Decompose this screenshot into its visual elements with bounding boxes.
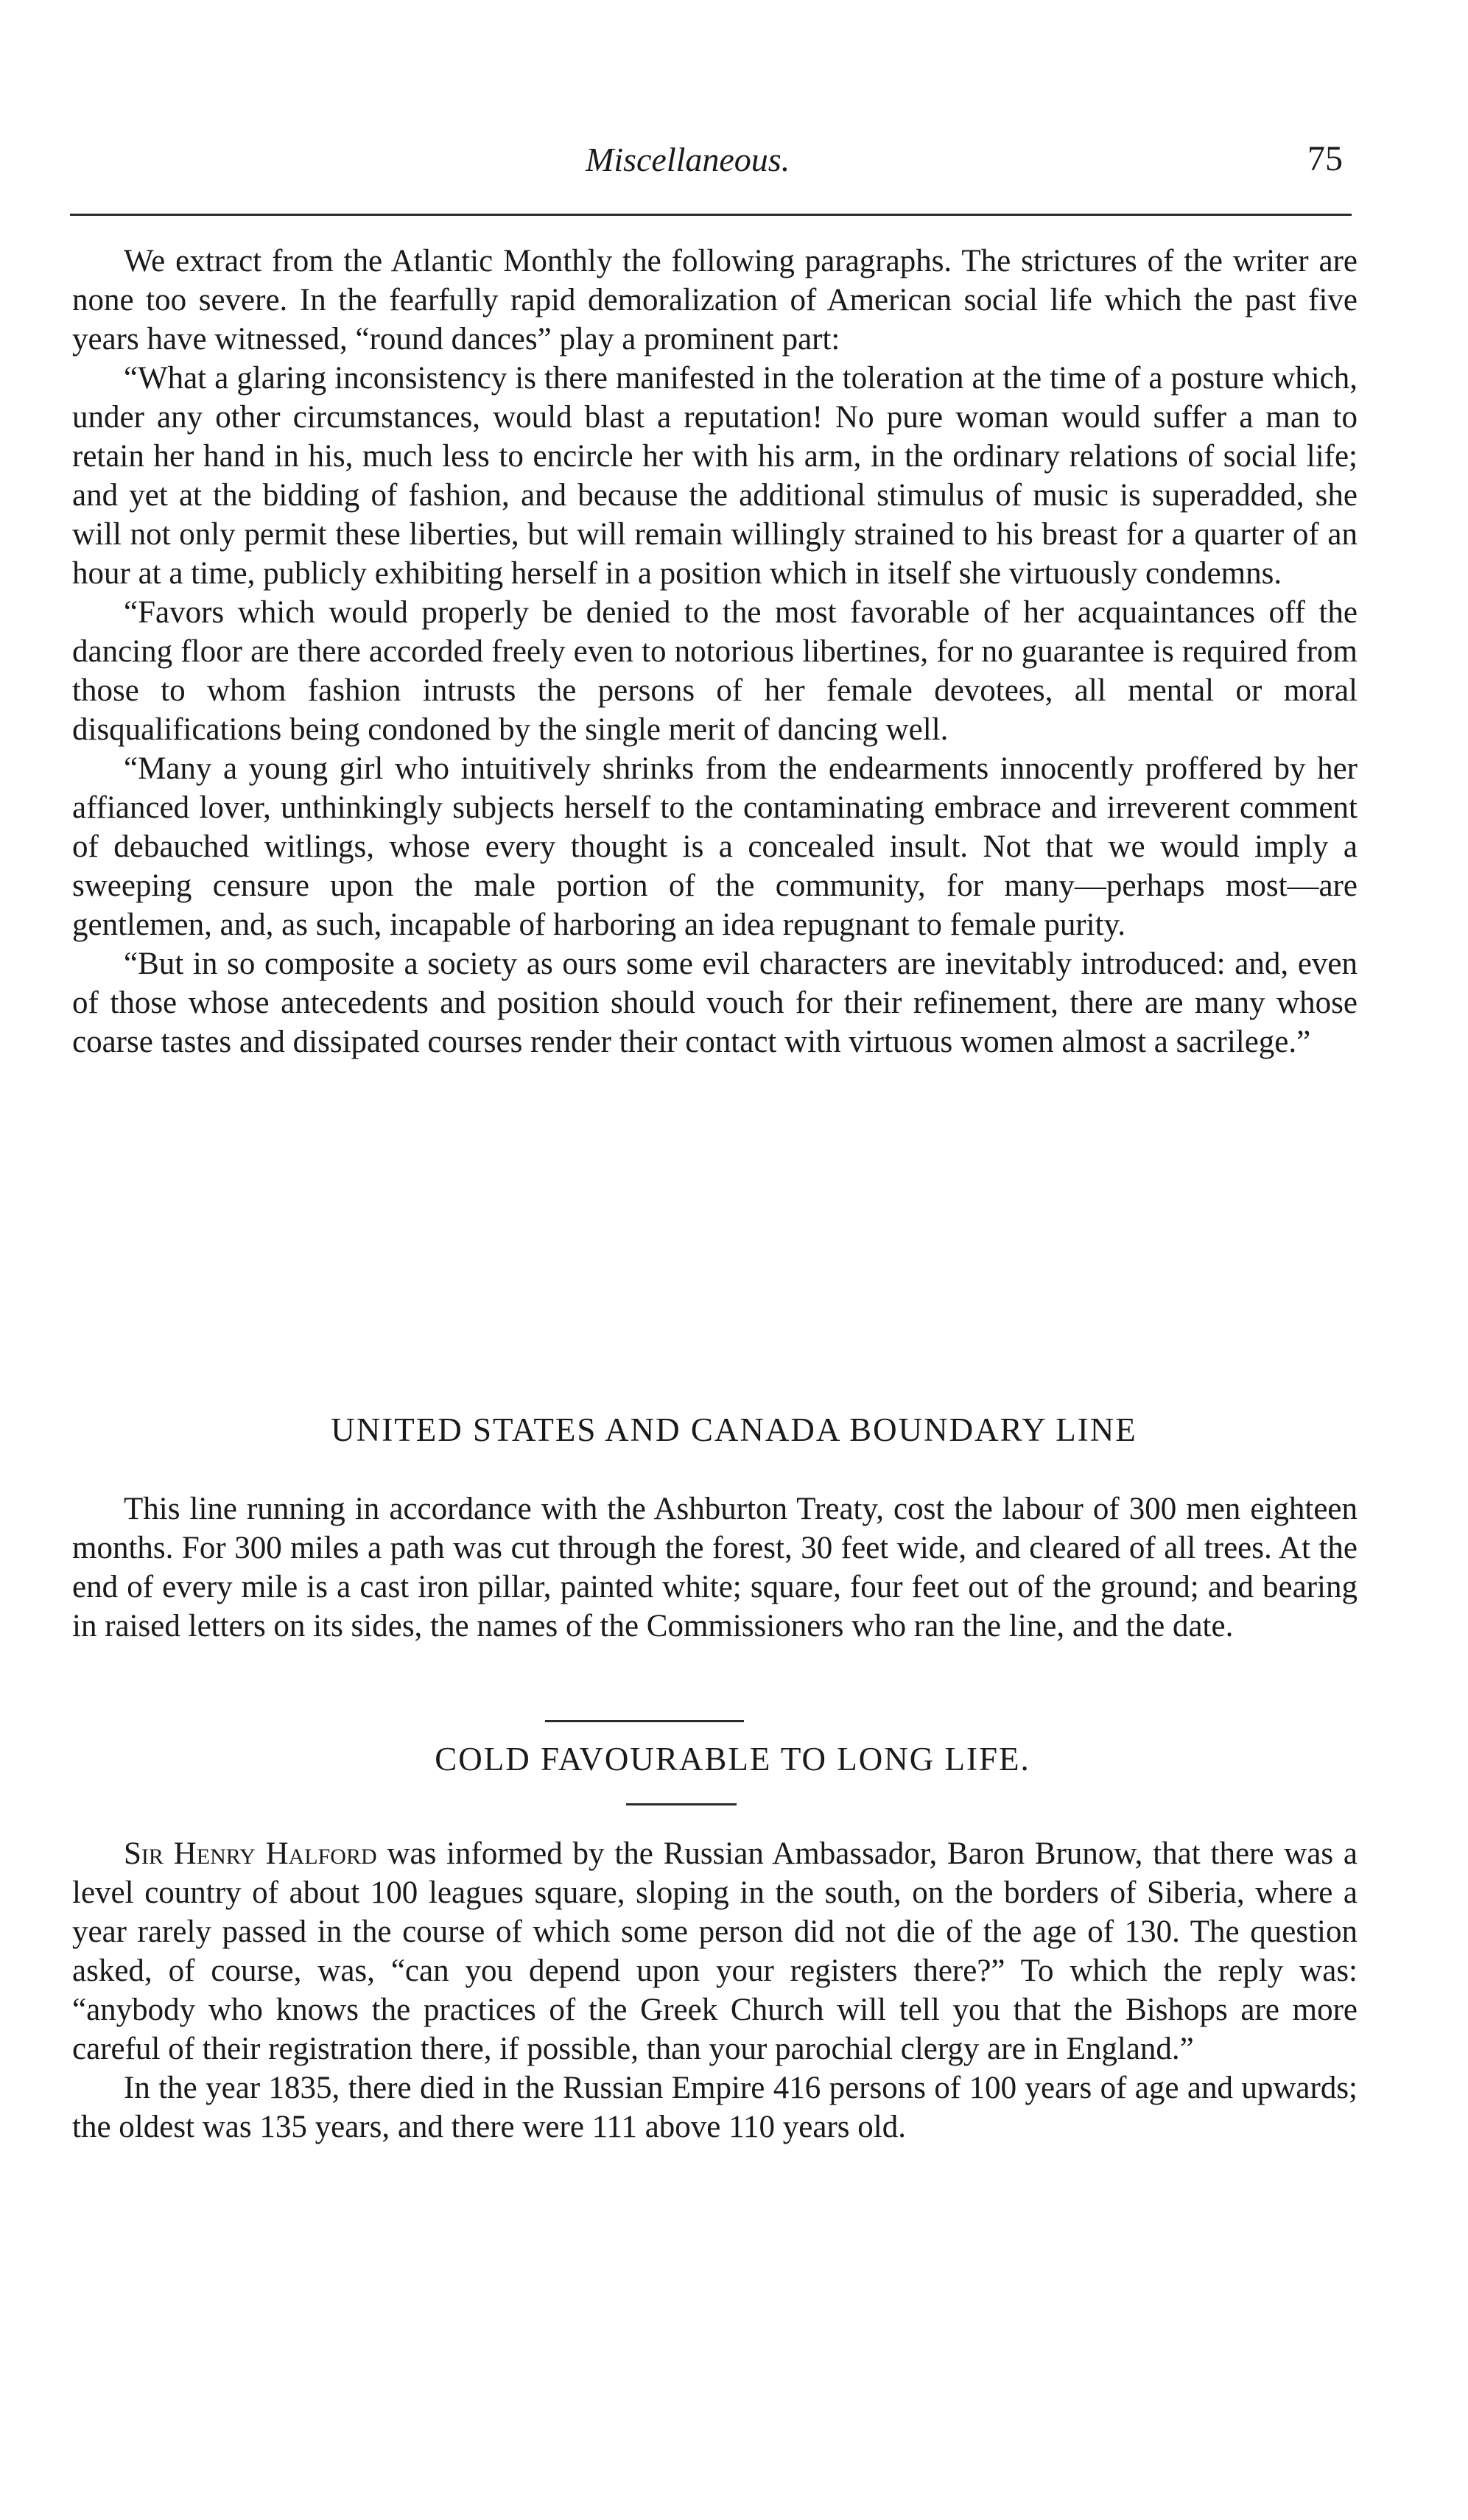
quoted-paragraph: “Many a young girl who intuitively shrinks from the endearments innocently proffered by her affianced lover, unthinkingly subjects herself to the contaminating embrace and irreverent comment of debauched witlings, whose every thought is a concealed insult. Not that we would imply a sweeping censure upon the male portion of the community, for many—perhaps most—are gentlemen, and, as such, incapable of harboring an idea repugnant to female purity. — [72, 751, 1358, 942]
header-rule — [70, 214, 1352, 216]
paragraph-text: was informed by the Russian Ambassador, Baron Brunow, that there was a level country of about 100 leagues square, sloping in the south, on the borders of Siberia, where a year rarely passed in the course of which some person did not die of the age of 130. The question asked, of course, was, “can you depend upon your registers there?” To which the reply was: “anybody who knows the practices of the Greek Church will tell you that the Bishops are more careful of their registration there, if possible, than your parochial clergy are in England.” — [72, 1836, 1358, 2066]
section-heading-cold-long-life: COLD FAVOURABLE TO LONG LIFE. — [435, 1741, 1030, 1777]
quoted-paragraph: “But in so composite a society as ours some evil characters are inevitably introduced: and, even of those whose antecedents and position should vouch for their refinement, there are many whose coarse tastes and dissipated courses render their contact with virtuous women almost a sacrilege.” — [72, 947, 1358, 1059]
section-divider-rule — [545, 1720, 744, 1722]
section-heading-boundary-line: UNITED STATES AND CANADA BOUNDARY LINE — [331, 1411, 1137, 1448]
article-cold-long-life — [72, 1834, 1358, 2147]
quoted-paragraph: “Favors which would properly be denied to the most favorable of her acquaintances off the dancing floor are there accorded freely even to notorious libertines, for no guarantee is required from those to whom fashion intrusts the persons of her female devotees, all mental or moral disqualifications being condoned by the single merit of dancing well. — [72, 595, 1358, 747]
paragraph: This line running in accordance with the Ashburton Treaty, cost the labour of 300 men eighteen months. For 300 miles a path was cut through the forest, 30 feet wide, and cleared of all trees. At the end of every mile is a cast iron pillar, painted white; square, four feet out of the ground; and bearing in raised letters on its sides, the names of the Commissioners who ran the line, and the date. — [72, 1492, 1358, 1643]
running-head: Miscellaneous. — [586, 141, 790, 178]
quoted-paragraph: “What a glaring inconsistency is there manifested in the toleration at the time of a posture which, under any other circumstances, would blast a reputation! No pure woman would suffer a man to retain her hand in his, much less to encircle her with his arm, in the ordinary relations of social life; and yet at the bidding of fashion, and because the additional stimulus of music is superadded, she will not only permit these liberties, but will remain willingly strained to his breast for a quarter of an hour at a time, publicly exhibiting herself in a position which in itself she virtuously condemns. — [72, 361, 1358, 591]
paragraph: We extract from the Atlantic Monthly the following paragraphs. The strictures of the writer are none too severe. In the fearfully rapid demoralization of American social life which the past five years have witnessed, “round dances” play a prominent part: — [72, 244, 1358, 357]
article-round-dances — [72, 242, 1358, 1061]
article-boundary-line — [72, 1489, 1358, 1646]
section-divider-rule — [626, 1803, 737, 1805]
paragraph — [72, 1834, 1358, 2068]
lead-name: Sir Henry Halford — [124, 1836, 377, 1871]
page-number: 75 — [1307, 139, 1343, 178]
paragraph: In the year 1835, there died in the Russian Empire 416 persons of 100 years of age and upwards; the oldest was 135 years, and there were 111 above 110 years old. — [72, 2071, 1358, 2144]
